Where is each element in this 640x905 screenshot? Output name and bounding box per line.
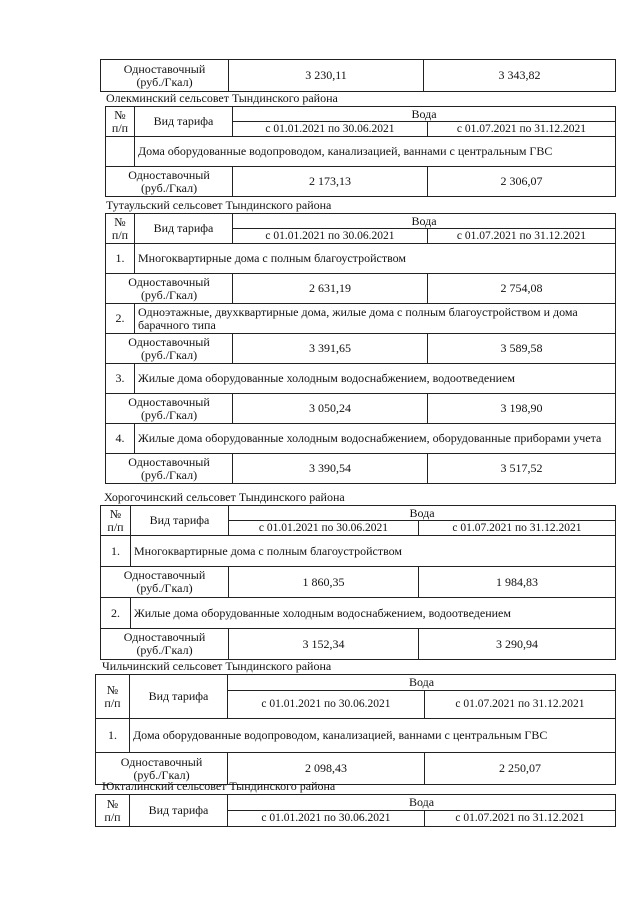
rate-value-period1: 3 390,54 — [233, 454, 428, 484]
table-header-row — [96, 675, 616, 691]
rate-value-period1: 3 230,11 — [229, 60, 424, 92]
section-title: Тутаульский сельсовет Тындинского района — [106, 198, 332, 212]
col-tariff-header: Вид тарифа — [130, 675, 228, 719]
row-category: Дома оборудованные водопроводом, канализацией, ваннами с центральным ГВС — [135, 137, 616, 167]
section-title: Чильчинский сельсовет Тындинского района — [102, 659, 332, 673]
rate-value-period2: 2 754,08 — [428, 274, 616, 304]
row-num: 3. — [106, 364, 135, 394]
col-tariff-header: Вид тарифа — [135, 214, 233, 244]
row-category: Многоквартирные дома с полным благоустройством — [131, 536, 616, 567]
row-category: Одноэтажные, двухквартирные дома, жилые дома с полным благоустройством и дома барачного типа — [135, 304, 616, 334]
table-row — [106, 454, 616, 484]
col-num-header: № п/п — [96, 675, 130, 719]
row-category: Дома оборудованные водопроводом, канализацией, ваннами с центральным ГВС — [130, 719, 616, 753]
rate-label: Одноставочный (руб./Гкал) — [106, 274, 233, 304]
rate-value-period1: 3 050,24 — [233, 394, 428, 424]
row-category: Многоквартирные дома с полным благоустройством — [135, 244, 616, 274]
row-num: 1. — [101, 536, 131, 567]
table-row — [96, 719, 616, 753]
col-tariff-header: Вид тарифа — [135, 107, 233, 137]
row-category: Жилые дома оборудованные холодным водоснабжением, водоотведением — [131, 598, 616, 629]
rate-label: Одноставочный (руб./Гкал) — [106, 394, 233, 424]
rate-value-period1: 2 631,19 — [233, 274, 428, 304]
col-period1-header: с 01.01.2021 по 30.06.2021 — [228, 691, 425, 719]
rate-label: Одноставочный (руб./Гкал) — [106, 454, 233, 484]
col-water-header: Вода — [228, 795, 616, 811]
rate-label: Одноставочный (руб./Гкал) — [106, 334, 233, 364]
col-num-header: № п/п — [96, 795, 130, 827]
table-header-row — [101, 506, 616, 521]
col-period1-header: с 01.01.2021 по 30.06.2021 — [229, 521, 419, 536]
rate-value-period1: 3 152,34 — [229, 629, 419, 660]
col-num-header: № п/п — [106, 107, 135, 137]
table-row — [101, 567, 616, 598]
col-water-header: Вода — [233, 107, 616, 122]
col-num-header: № п/п — [106, 214, 135, 244]
rate-value-period2: 3 290,94 — [419, 629, 616, 660]
section-table — [95, 674, 616, 785]
table-row — [101, 60, 616, 92]
rate-value-period2: 2 306,07 — [428, 167, 616, 197]
rate-value-period1: 2 098,43 — [228, 753, 425, 785]
col-period1-header: с 01.01.2021 по 30.06.2021 — [228, 811, 425, 827]
rate-value-period2: 2 250,07 — [425, 753, 616, 785]
col-period2-header: с 01.07.2021 по 31.12.2021 — [428, 122, 616, 137]
row-num: 2. — [101, 598, 131, 629]
section-title: Хорогочинский сельсовет Тындинского района — [104, 490, 345, 504]
table-row — [101, 629, 616, 660]
table-row — [106, 364, 616, 394]
col-period2-header: с 01.07.2021 по 31.12.2021 — [419, 521, 616, 536]
rate-value-period2: 3 589,58 — [428, 334, 616, 364]
col-period2-header: с 01.07.2021 по 31.12.2021 — [428, 229, 616, 244]
row-category: Жилые дома оборудованные холодным водоснабжением, водоотведением — [135, 364, 616, 394]
col-tariff-header: Вид тарифа — [130, 795, 228, 827]
table-row — [101, 598, 616, 629]
col-period1-header: с 01.01.2021 по 30.06.2021 — [233, 229, 428, 244]
table-header-row — [106, 214, 616, 229]
col-period1-header: с 01.01.2021 по 30.06.2021 — [233, 122, 428, 137]
col-water-header: Вода — [229, 506, 616, 521]
rate-value-period2: 3 517,52 — [428, 454, 616, 484]
rate-label: Одноставочный (руб./Гкал) — [96, 753, 228, 785]
section-table — [105, 106, 616, 197]
table-row — [106, 137, 616, 167]
col-water-header: Вода — [233, 214, 616, 229]
section-table — [95, 794, 616, 827]
table-row — [106, 334, 616, 364]
col-num-header: № п/п — [101, 506, 131, 536]
section-title: Юкталинский сельсовет Тындинского района — [102, 779, 336, 793]
table-row — [101, 536, 616, 567]
table-row — [106, 244, 616, 274]
table-row — [106, 274, 616, 304]
rate-value-period1: 2 173,13 — [233, 167, 428, 197]
col-period2-header: с 01.07.2021 по 31.12.2021 — [425, 811, 616, 827]
row-num: 1. — [96, 719, 130, 753]
table-row — [106, 424, 616, 454]
rate-value-period1: 1 860,35 — [229, 567, 419, 598]
rate-label: Одноставочный (руб./Гкал) — [106, 167, 233, 197]
rate-value-period2: 1 984,83 — [419, 567, 616, 598]
rate-value-period1: 3 391,65 — [233, 334, 428, 364]
top-rate-table — [100, 59, 616, 92]
row-num: 1. — [106, 244, 135, 274]
rate-label: Одноставочный (руб./Гкал) — [101, 629, 229, 660]
col-tariff-header: Вид тарифа — [131, 506, 229, 536]
section-title: Олекминский сельсовет Тындинского района — [106, 91, 338, 105]
rate-label: Одноставочный (руб./Гкал) — [101, 60, 229, 92]
row-category: Жилые дома оборудованные холодным водоснабжением, оборудованные приборами учета — [135, 424, 616, 454]
table-row — [106, 167, 616, 197]
rate-value-period2: 3 343,82 — [424, 60, 616, 92]
col-period2-header: с 01.07.2021 по 31.12.2021 — [425, 691, 616, 719]
section-table — [105, 213, 616, 484]
table-row — [106, 394, 616, 424]
row-num: 2. — [106, 304, 135, 334]
col-water-header: Вода — [228, 675, 616, 691]
rate-label: Одноставочный (руб./Гкал) — [101, 567, 229, 598]
table-header-row — [106, 107, 616, 122]
row-num — [106, 137, 135, 167]
table-row — [106, 304, 616, 334]
section-table — [100, 505, 616, 660]
table-header-row — [96, 795, 616, 811]
row-num: 4. — [106, 424, 135, 454]
rate-value-period2: 3 198,90 — [428, 394, 616, 424]
